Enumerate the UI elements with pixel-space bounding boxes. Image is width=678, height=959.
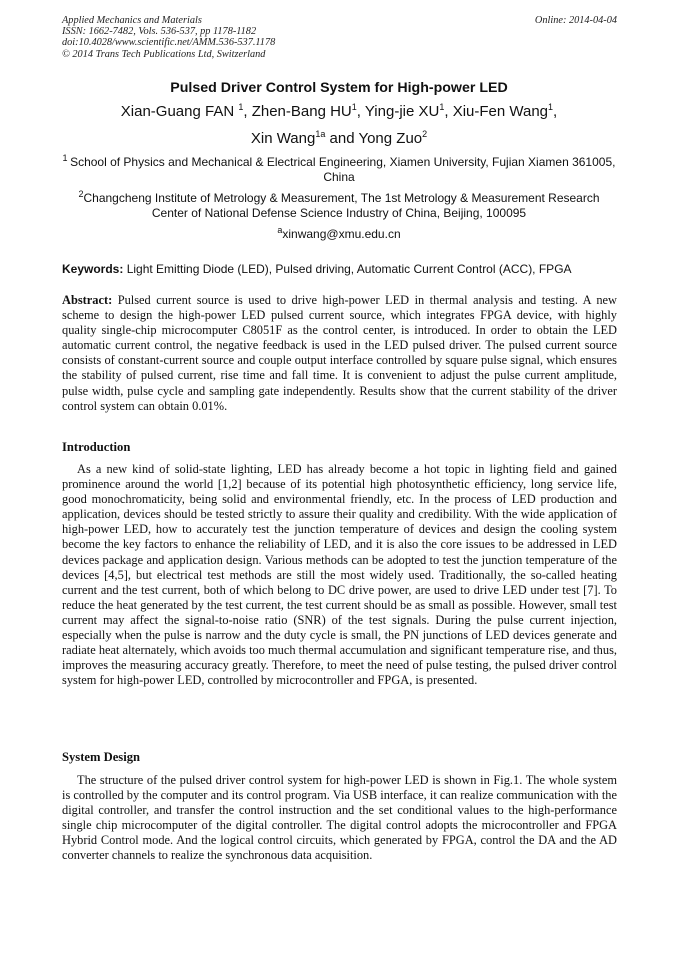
journal-name: Applied Mechanics and Materials <box>62 15 202 26</box>
affiliation-mark: 2 <box>78 189 84 199</box>
author-name: Yong Zuo <box>358 130 423 147</box>
author-affiliation-mark: 1 <box>439 102 445 112</box>
introduction-paragraph: As a new kind of solid-state lighting, LED has already become a hot topic in lighting field and gained prominence around the world [1,2] because of its potential high photosynthetic efficiency, long service life, good monochromaticity, being solid and environmental friendly, etc. In the process of LED production and application, devices should be tested strictly to assure their quality and credibility. With the wide application of high-power LED, how to accurately test the junction temperature of devices and design the cooling system become the key factors to enhance the reliability of LED, and it is also the core issues to be addressed in LED devices package and application design. Various methods can be adopted to test the junction temperature of the devices [4,5], but electrical test methods are still the most widely used. Traditionally, the so-called heating current and the test current, both of which belong to DC drive power, are used to drive LED under test [7]. To reduce the heat generated by the test current, the test current should be as small as possible. However, small test current may affect the signal-to-noise ratio (SNR) of the test signals. During the pulse current injection, especially when the pulse is narrow and the duty cycle is small, the PN junctions of LED devices generate and radiate heat alternately, which avoids too much thermal accumulation and significant temperature rise, and thus, improves the measuring accuracy greatly. Therefore, to meet the need of pulse testing, the pulsed driver control system for high-power LED, controlled by microcontroller and FPGA, is presented. <box>62 462 617 688</box>
author-separator: , <box>243 103 252 120</box>
abstract-label: Abstract: <box>62 293 113 307</box>
keywords <box>62 262 618 276</box>
authors-line-2 <box>62 130 616 148</box>
affiliation-2 <box>62 191 616 220</box>
system-design-paragraph: The structure of the pulsed driver control system for high-power LED is shown in Fig.1. The whole system is controlled by the computer and its control program. Via USB interface, it can realize communication with the digital controller, and transfer the control instruction and the set conditional values to the high-performance single chip microcomputer of the digital controller. The digital control adopts the microcontroller and FPGA Hybrid Control mode. And the logical control circuits, which generated by FPGA, control the DA and the AD converter channels to realize the synchronous data acquisition. <box>62 773 617 863</box>
abstract <box>62 293 617 414</box>
doi-link[interactable]: doi:10.4028/www.scientific.net/AMM.536-537.1178 <box>62 37 276 49</box>
author-name: Xiu-Fen Wang <box>452 103 549 120</box>
author-affiliation-mark: 1 <box>238 102 244 112</box>
keywords-label: Keywords: <box>62 262 124 276</box>
author-name: Zhen-Bang HU <box>251 103 352 120</box>
keywords-text: Light Emitting Diode (LED), Pulsed driving, Automatic Current Control (ACC), FPGA <box>123 262 572 276</box>
issn-line: ISSN: 1662-7482, Vols. 536-537, pp 1178-1182 <box>62 26 257 38</box>
author-affiliation-mark: 2 <box>422 129 428 139</box>
affiliation-text: School of Physics and Mechanical & Electrical Engineering, Xiamen University, Fujian Xiamen 361005, China <box>70 155 616 184</box>
copyright-line: © 2014 Trans Tech Publications Ltd, Switzerland <box>62 48 266 60</box>
author-name: Xian-Guang FAN <box>120 103 239 120</box>
author-affiliation-mark: 1a <box>315 129 326 139</box>
author-separator: , <box>356 103 365 120</box>
abstract-text: Pulsed current source is used to drive high-power LED in thermal analysis and testing. A new scheme to design the high-power LED pulsed current source, which integrates FPGA device, with highly quality single-chip microcomputer C8051F as the control center, is introduced. In order to obtain the LED automatic current control, the negative feedback is used in the LED pulsed driver. The pulsed current source consists of constant-current source and couple output interface controlled by square pulse signal, which ensures the stability of pulsed current, rise time and fall time. It is convenient to adjust the pulse current amplitude, pulse width, pulse cycle and sampling gate independently. Results show that the current stability of the driver control system can obtain 0.01%. <box>62 293 617 413</box>
affiliation-text: Changcheng Institute of Metrology & Measurement, The 1st Metrology & Measurement Research Center of National Defense Science Industry of China, Beijing, 100095 <box>83 191 600 220</box>
author-separator: and <box>325 130 359 147</box>
journal-header <box>62 15 617 60</box>
affiliation-mark: 1 <box>62 153 71 163</box>
section-heading-system-design: System Design <box>62 750 141 764</box>
email-link[interactable]: xinwang@xmu.edu.cn <box>282 227 401 241</box>
author-affiliation-mark: 1 <box>351 102 357 112</box>
affiliation-1 <box>62 155 616 184</box>
author-name: Ying-jie XU <box>364 103 440 120</box>
section-heading-introduction: Introduction <box>62 440 131 454</box>
author-separator: , <box>444 103 453 120</box>
author-affiliation-mark: 1 <box>548 102 554 112</box>
author-separator: , <box>553 103 558 120</box>
author-name: Xin Wang <box>250 130 316 147</box>
email-mark: a <box>277 225 283 235</box>
corresponding-email <box>62 227 616 242</box>
online-date: Online: 2014-04-04 <box>534 15 617 26</box>
paper-title: Pulsed Driver Control System for High-power LED <box>170 80 508 96</box>
authors-line-1 <box>62 103 616 121</box>
